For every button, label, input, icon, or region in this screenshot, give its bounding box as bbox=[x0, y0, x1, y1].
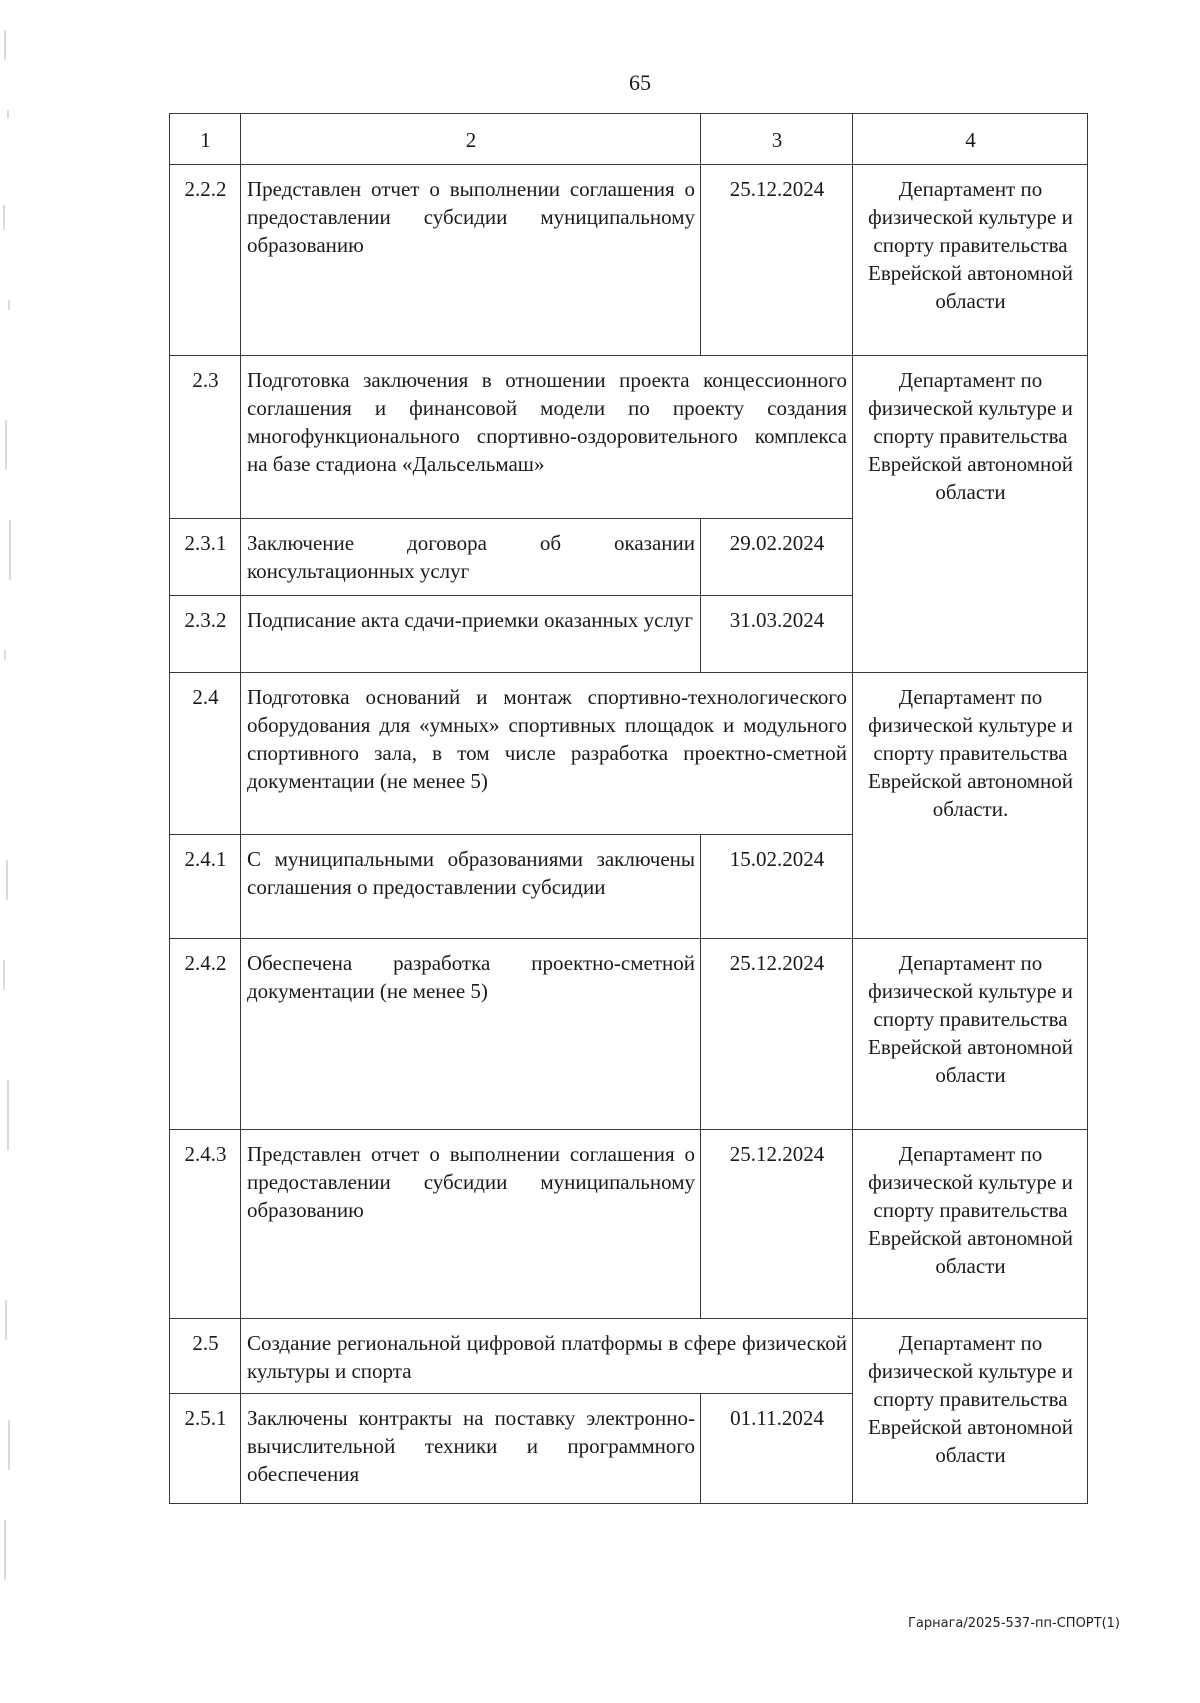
responsible-department: Департамент по физической культуре и спорту правительства Еврейской автономной области. bbox=[853, 673, 1088, 939]
item-text: Подготовка оснований и монтаж спортивно-технологического оборудования для «умных» спортивных площадок и модульного спортивного зала, в том числе разработка проектно-сметной документации (не менее 5) bbox=[241, 673, 853, 835]
table-row bbox=[170, 356, 1088, 519]
responsible-department: Департамент по физической культуре и спорту правительства Еврейской автономной области bbox=[853, 1130, 1088, 1319]
table-row bbox=[170, 673, 1088, 835]
item-text: Подготовка заключения в отношении проекта концессионного соглашения и финансовой модели по проекту создания многофункционального спортивно-оздоровительного комплекса на базе стадиона «Дальсельмаш» bbox=[241, 356, 853, 519]
item-date: 15.02.2024 bbox=[701, 835, 853, 939]
column-header: 1 bbox=[170, 114, 241, 165]
item-number: 2.3.2 bbox=[170, 596, 241, 673]
responsible-department: Департамент по физической культуре и спорту правительства Еврейской автономной области bbox=[853, 939, 1088, 1130]
item-text: С муниципальными образованиями заключены соглашения о предоставлении субсидии bbox=[241, 835, 701, 939]
page-number: 65 bbox=[629, 70, 651, 95]
item-number: 2.3.1 bbox=[170, 519, 241, 596]
item-text: Заключены контракты на поставку электронно-вычислительной техники и программного обеспечения bbox=[241, 1394, 701, 1504]
item-number: 2.3 bbox=[170, 356, 241, 519]
item-number: 2.4.2 bbox=[170, 939, 241, 1130]
plan-table bbox=[169, 113, 1088, 1504]
table-row bbox=[170, 1130, 1088, 1319]
item-number: 2.5 bbox=[170, 1319, 241, 1394]
column-header: 2 bbox=[241, 114, 701, 165]
item-text: Заключение договора об оказании консультационных услуг bbox=[241, 519, 701, 596]
responsible-department: Департамент по физической культуре и спорту правительства Еврейской автономной области bbox=[853, 1319, 1088, 1504]
document-code: Гарнага/2025-537-пп-СПОРТ(1) bbox=[907, 1616, 1120, 1631]
item-date: 25.12.2024 bbox=[701, 1130, 853, 1319]
item-date: 25.12.2024 bbox=[701, 939, 853, 1130]
table-row bbox=[170, 165, 1088, 356]
item-text: Создание региональной цифровой платформы в сфере физической культуры и спорта bbox=[241, 1319, 853, 1394]
item-text: Представлен отчет о выполнении соглашения о предоставлении субсидии муниципальному образованию bbox=[241, 1130, 701, 1319]
item-date: 31.03.2024 bbox=[701, 596, 853, 673]
column-header: 4 bbox=[853, 114, 1088, 165]
item-text: Представлен отчет о выполнении соглашения о предоставлении субсидии муниципальному образованию bbox=[241, 165, 701, 356]
table-header-row bbox=[170, 114, 1088, 165]
item-date: 29.02.2024 bbox=[701, 519, 853, 596]
table-row bbox=[170, 939, 1088, 1130]
column-header: 3 bbox=[701, 114, 853, 165]
item-date: 01.11.2024 bbox=[701, 1394, 853, 1504]
table-row bbox=[170, 1319, 1088, 1394]
item-text: Обеспечена разработка проектно-сметной документации (не менее 5) bbox=[241, 939, 701, 1130]
item-number: 2.4.3 bbox=[170, 1130, 241, 1319]
scan-edge-marks bbox=[0, 0, 16, 1703]
item-text: Подписание акта сдачи-приемки оказанных услуг bbox=[241, 596, 701, 673]
item-number: 2.4 bbox=[170, 673, 241, 835]
item-date: 25.12.2024 bbox=[701, 165, 853, 356]
item-number: 2.5.1 bbox=[170, 1394, 241, 1504]
item-number: 2.2.2 bbox=[170, 165, 241, 356]
item-number: 2.4.1 bbox=[170, 835, 241, 939]
responsible-department: Департамент по физической культуре и спорту правительства Еврейской автономной области bbox=[853, 165, 1088, 356]
responsible-department: Департамент по физической культуре и спорту правительства Еврейской автономной области bbox=[853, 356, 1088, 673]
